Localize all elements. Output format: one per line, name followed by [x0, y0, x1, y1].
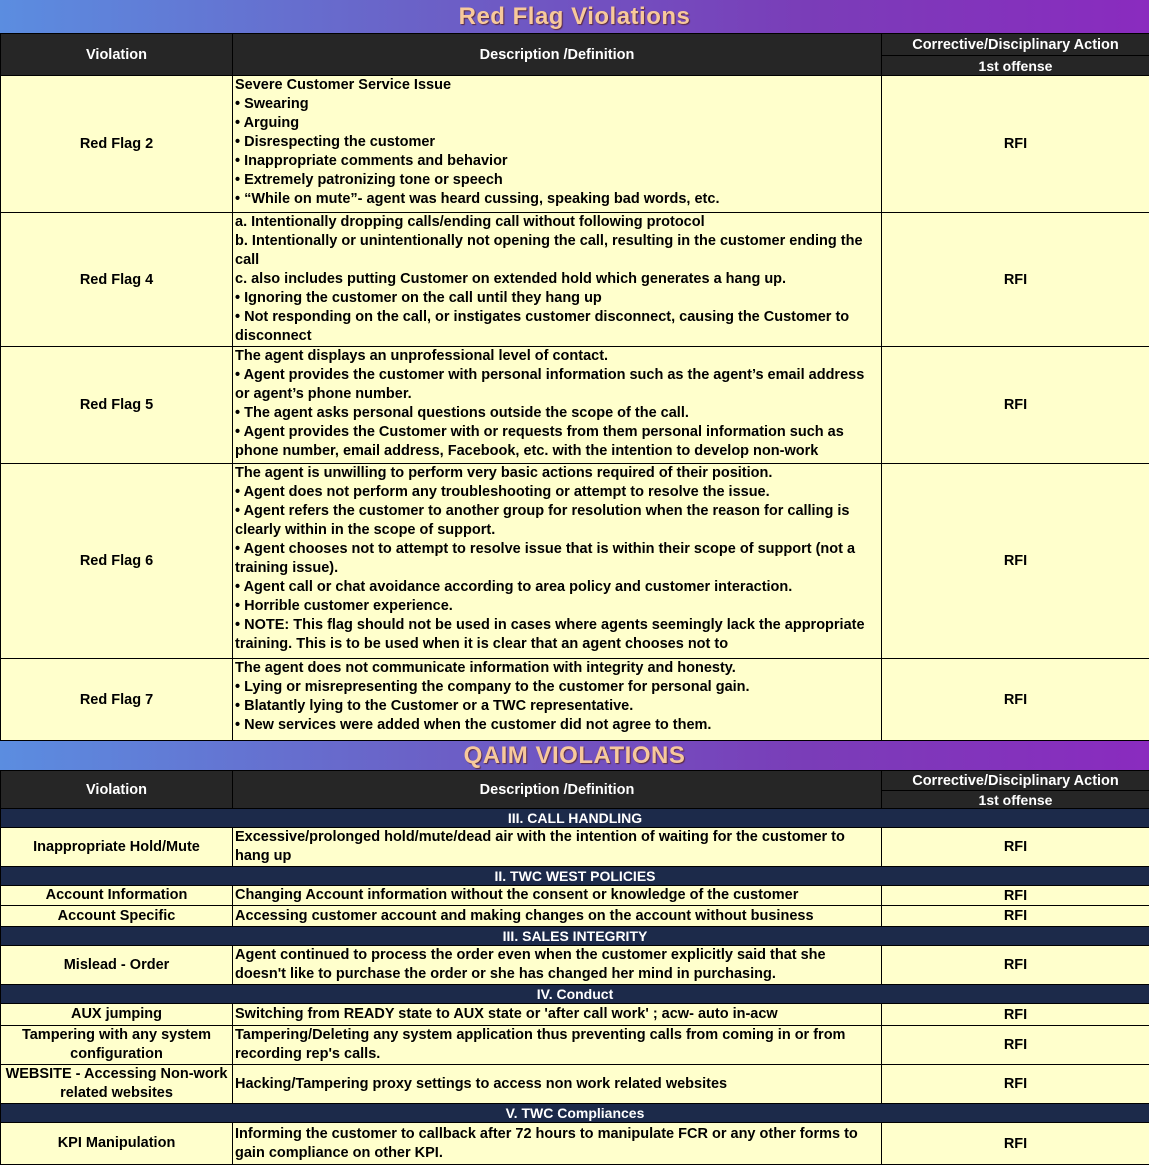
description-line: • Blatantly lying to the Customer or a TWC representative. — [235, 698, 634, 714]
section-title: V. TWC Compliances — [1, 1104, 1149, 1123]
action-cell: RFI — [882, 828, 1149, 867]
description-line: • Arguing — [235, 115, 300, 131]
description-cell — [233, 464, 882, 659]
description-cell: Switching from READY state to AUX state or 'after call work' ; acw- auto in-acw — [233, 1004, 882, 1026]
table-row — [1, 213, 1149, 347]
description-line: • Lying or misrepresenting the company to the customer for personal gain. — [235, 679, 750, 695]
table-row — [1, 464, 1149, 659]
description-line: • Ignoring the customer on the call until they hang up — [235, 290, 602, 306]
action-cell: RFI — [882, 76, 1149, 213]
description-cell: Tampering/Deleting any system application thus preventing calls from coming in or from recording rep's calls. — [233, 1026, 882, 1065]
description-line: c. also includes putting Customer on extended hold which generates a hang up. — [235, 271, 787, 287]
violation-cell: Red Flag 7 — [1, 659, 233, 741]
table-row — [1, 1026, 1149, 1065]
header-description: Description /Definition — [233, 34, 882, 76]
description-cell: Changing Account information without the consent or knowledge of the customer — [233, 886, 882, 906]
violation-cell: Tampering with any system configuration — [1, 1026, 233, 1065]
header-action: Corrective/Disciplinary Action — [882, 34, 1149, 56]
section-row — [1, 867, 1149, 886]
violation-cell: Red Flag 2 — [1, 76, 233, 213]
table-row — [1, 347, 1149, 464]
section-title: IV. Conduct — [1, 985, 1149, 1004]
violation-cell: Inappropriate Hold/Mute — [1, 828, 233, 867]
description-cell — [233, 347, 882, 464]
description-line: • The agent asks personal questions outside the scope of the call. — [235, 405, 689, 421]
action-cell: RFI — [882, 464, 1149, 659]
table-row — [1, 946, 1149, 985]
action-cell: RFI — [882, 946, 1149, 985]
table-row — [1, 1004, 1149, 1026]
description-line: The agent displays an unprofessional level of contact. — [235, 348, 609, 364]
red-flag-title: Red Flag Violations — [0, 0, 1149, 33]
description-line: • Agent chooses not to attempt to resolve issue that is within their scope of support (not a training issue). — [235, 541, 856, 576]
description-cell — [233, 659, 882, 741]
qaim-table — [0, 770, 1149, 1165]
description-cell — [233, 213, 882, 347]
qaim-header-violation: Violation — [1, 771, 233, 809]
action-cell: RFI — [882, 347, 1149, 464]
action-cell: RFI — [882, 213, 1149, 347]
table-row — [1, 886, 1149, 906]
action-cell: RFI — [882, 886, 1149, 906]
description-cell: Accessing customer account and making changes on the account without business — [233, 906, 882, 927]
description-line: • Disrespecting the customer — [235, 134, 436, 150]
table-row — [1, 1123, 1149, 1165]
description-line: • “While on mute”- agent was heard cussing, speaking bad words, etc. — [235, 191, 720, 207]
description-line: The agent is unwilling to perform very basic actions required of their position. — [235, 465, 773, 481]
description-cell — [233, 76, 882, 213]
violation-cell: Red Flag 4 — [1, 213, 233, 347]
description-line: • Agent provides the Customer with or requests from them personal information such as phone number, email address, Facebook, etc. with the intention to develop non-work — [235, 424, 844, 459]
description-line: • Agent refers the customer to another group for resolution when the reason for calling is clearly within in the scope of support. — [235, 503, 850, 538]
violation-cell: Red Flag 6 — [1, 464, 233, 659]
section-row — [1, 927, 1149, 946]
qaim-title: QAIM VIOLATIONS — [0, 741, 1149, 770]
description-line: • Agent provides the customer with personal information such as the agent’s email address or agent’s phone number. — [235, 367, 865, 402]
description-line: b. Intentionally or unintentionally not opening the call, resulting in the customer ending the call — [235, 233, 863, 268]
description-line: • Inappropriate comments and behavior — [235, 153, 508, 169]
description-cell: Hacking/Tampering proxy settings to access non work related websites — [233, 1065, 882, 1104]
qaim-header-offense: 1st offense — [882, 791, 1149, 809]
section-row — [1, 809, 1149, 828]
description-line: • New services were added when the customer did not agree to them. — [235, 717, 712, 733]
red-flag-table — [0, 33, 1149, 741]
violation-cell: Mislead - Order — [1, 946, 233, 985]
description-line: • Agent does not perform any troubleshooting or attempt to resolve the issue. — [235, 484, 770, 500]
violation-cell: KPI Manipulation — [1, 1123, 233, 1165]
action-cell: RFI — [882, 1065, 1149, 1104]
description-line: • Extremely patronizing tone or speech — [235, 172, 503, 188]
action-cell: RFI — [882, 906, 1149, 927]
description-line: • NOTE: This flag should not be used in cases where agents seemingly lack the appropriate training. This is to be used when it is clear that an agent chooses not to — [235, 617, 865, 652]
section-row — [1, 985, 1149, 1004]
violation-cell: WEBSITE - Accessing Non-work related websites — [1, 1065, 233, 1104]
action-cell: RFI — [882, 1026, 1149, 1065]
table-row — [1, 1065, 1149, 1104]
header-offense: 1st offense — [882, 56, 1149, 76]
section-title: II. TWC WEST POLICIES — [1, 867, 1149, 886]
description-line: • Horrible customer experience. — [235, 598, 453, 614]
description-line: • Swearing — [235, 96, 309, 112]
section-title: III. SALES INTEGRITY — [1, 927, 1149, 946]
description-cell: Excessive/prolonged hold/mute/dead air with the intention of waiting for the customer to hang up — [233, 828, 882, 867]
action-cell: RFI — [882, 659, 1149, 741]
table-row — [1, 659, 1149, 741]
section-title: III. CALL HANDLING — [1, 809, 1149, 828]
qaim-header-description: Description /Definition — [233, 771, 882, 809]
section-row — [1, 1104, 1149, 1123]
table-row — [1, 828, 1149, 867]
description-cell: Informing the customer to callback after 72 hours to manipulate FCR or any other forms to gain compliance on other KPI. — [233, 1123, 882, 1165]
description-cell: Agent continued to process the order even when the customer explicitly said that she doesn't like to purchase the order or she has changed her mind in purchasing. — [233, 946, 882, 985]
violation-cell: Red Flag 5 — [1, 347, 233, 464]
description-line: a. Intentionally dropping calls/ending call without following protocol — [235, 214, 705, 230]
violation-cell: AUX jumping — [1, 1004, 233, 1026]
action-cell: RFI — [882, 1004, 1149, 1026]
description-line: Severe Customer Service Issue — [235, 77, 452, 93]
table-row — [1, 76, 1149, 213]
violation-cell: Account Information — [1, 886, 233, 906]
table-row — [1, 906, 1149, 927]
header-violation: Violation — [1, 34, 233, 76]
action-cell: RFI — [882, 1123, 1149, 1165]
violation-cell: Account Specific — [1, 906, 233, 927]
qaim-header-action: Corrective/Disciplinary Action — [882, 771, 1149, 791]
description-line: The agent does not communicate information with integrity and honesty. — [235, 660, 736, 676]
description-line: • Agent call or chat avoidance according to area policy and customer interaction. — [235, 579, 793, 595]
description-line: • Not responding on the call, or instigates customer disconnect, causing the Customer to disconnect — [235, 309, 850, 344]
